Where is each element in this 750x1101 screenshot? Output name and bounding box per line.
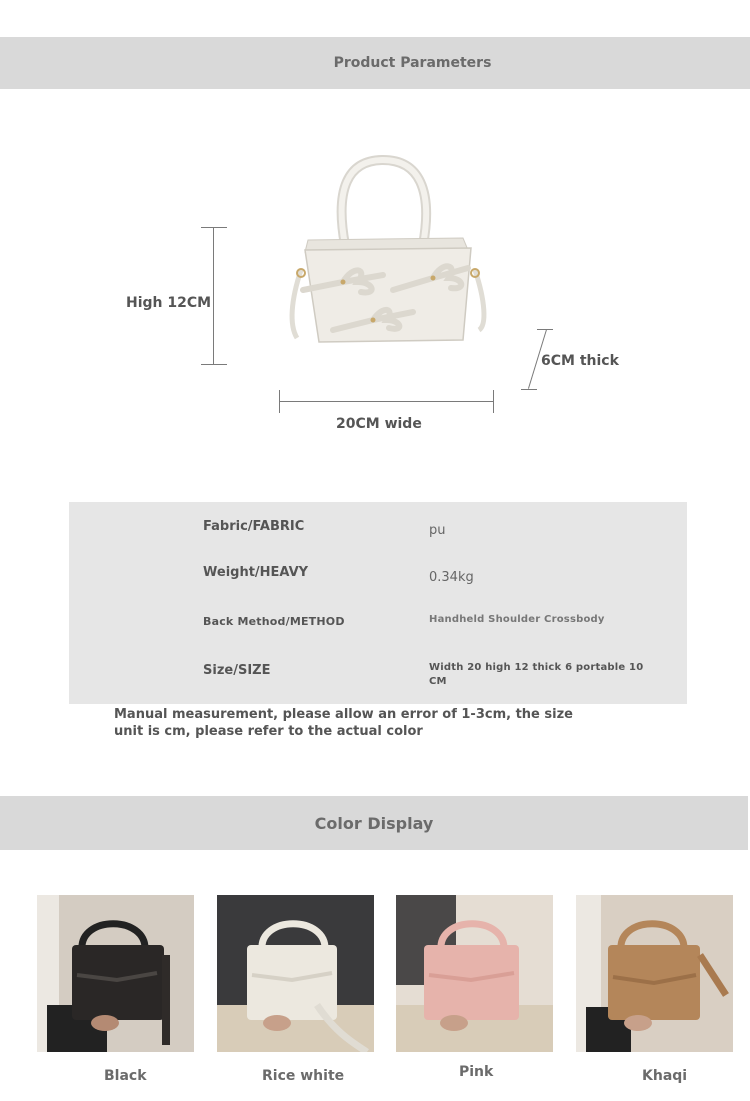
spec-label-method: Back Method/METHOD xyxy=(203,615,345,628)
specs-table xyxy=(69,502,687,704)
spec-label-fabric: Fabric/FABRIC xyxy=(203,519,305,534)
measurement-note: Manual measurement, please allow an error of 1-3cm, the size unit is cm, please refer to the actual color xyxy=(114,707,573,739)
color-display-banner xyxy=(0,796,748,850)
height-dimension-cap-top xyxy=(201,227,227,228)
color-swatch-rice-white[interactable] xyxy=(217,895,374,1052)
height-label: High 12CM xyxy=(126,295,212,311)
spec-label-size: Size/SIZE xyxy=(203,663,271,678)
product-parameters-title: Product Parameters xyxy=(333,55,492,71)
spec-value-method: Handheld Shoulder Crossbody xyxy=(429,614,605,625)
width-label: 20CM wide xyxy=(336,416,422,432)
color-swatch-pink[interactable] xyxy=(396,895,553,1052)
color-label-black: Black xyxy=(104,1068,147,1084)
color-label-rice-white: Rice white xyxy=(262,1068,345,1084)
color-swatch-black[interactable] xyxy=(37,895,194,1052)
color-label-pink: Pink xyxy=(459,1064,494,1080)
spec-value-fabric: pu xyxy=(429,523,446,538)
color-swatch-khaqi[interactable] xyxy=(576,895,733,1052)
height-dimension-cap-bottom xyxy=(201,364,227,365)
spec-label-weight: Weight/HEAVY xyxy=(203,565,309,580)
color-label-khaqi: Khaqi xyxy=(642,1068,688,1084)
product-parameters-banner xyxy=(0,37,750,89)
spec-value-size: Width 20 high 12 thick 6 portable 10 CM xyxy=(429,662,644,687)
thickness-dimension-cap-bottom xyxy=(521,389,537,390)
color-display-title: Color Display xyxy=(314,813,434,833)
width-dimension-line xyxy=(279,401,494,402)
width-dimension-cap-right xyxy=(493,390,494,413)
height-dimension-line xyxy=(213,227,214,365)
handbag-image xyxy=(283,150,493,350)
spec-value-weight: 0.34kg xyxy=(429,570,474,585)
width-dimension-cap-left xyxy=(279,390,280,413)
thickness-dimension-cap-top xyxy=(537,329,553,330)
thickness-label: 6CM thick xyxy=(541,353,619,369)
